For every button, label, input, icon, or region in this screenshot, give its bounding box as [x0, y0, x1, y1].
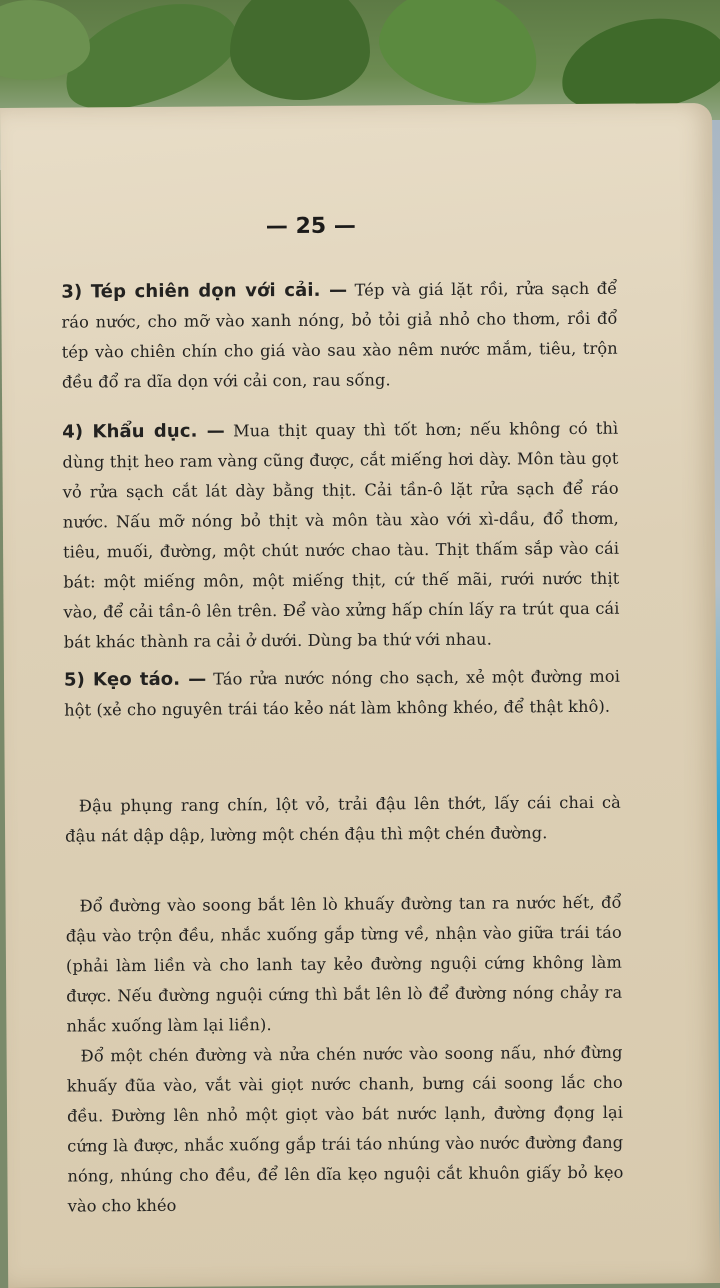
section-4-heading: 4) Khẩu dục. — — [62, 420, 225, 443]
page-number: — 25 — — [265, 213, 356, 240]
section-5-paragraph-3: Đổ đường vào soong bắt lên lò khuấy đường tan ra nước hết, đổ đậu vào trộn đều, nhắc xuống gắp từng về, nhận vào giữa trái táo (phải làm liền và cho lanh tay kẻo đường nguội cứng không làm được. Nếu đường nguội cứng thì bắt lên lò để đường nóng chảy ra nhắc xuống làm lại liền). — [65, 892, 623, 1036]
section-5-body: Táo rửa nước nóng cho sạch, xẻ một đường moi hột (xẻ cho nguyên trái táo kẻo nát làm không khéo, để thật khô). — [64, 666, 621, 720]
section-5-paragraph-4: Đổ một chén đường và nửa chén nước vào soong nấu, nhớ đừng khuấy đũa vào, vắt vài giọt nước chanh, bưng cái soong lắc cho đều. Đường lên nhỏ một giọt vào bát nước lạnh, đường đọng lại cứng là được, nhắc xuống gắp trái táo nhúng vào nước đường đang nóng, nhúng cho đều, để lên dĩa kẹo nguội cắt khuôn giấy bỏ kẹo vào cho khéo — [66, 1042, 624, 1216]
section-5-paragraph-2: Đậu phụng rang chín, lột vỏ, trải đậu lên thớt, lấy cái chai cà đậu nát dập dập, lường một chén đậu thì một chén đường. — [65, 792, 621, 846]
section-3 — [61, 274, 618, 398]
section-3-heading: 3) Tép chiên dọn với cải. — — [61, 279, 348, 303]
section-5-heading: 5) Kẹo táo. — — [63, 668, 207, 691]
section-4 — [62, 414, 620, 658]
section-5 — [64, 662, 620, 726]
section-3-body: Tép và giá lặt rồi, rửa sạch để ráo nước, cho mỡ vào xanh nóng, bỏ tỏi giả nhỏ cho thơm, rồi đổ tép vào chiên chín cho giá vào sau xào nêm nước mắm, tiêu, trộn đều đổ ra dĩa dọn với cải con, rau sống. — [61, 278, 618, 392]
book-page — [0, 103, 720, 1288]
leaf-shape — [230, 0, 370, 100]
section-4-body: Mua thịt quay thì tốt hơn; nếu không có thì dùng thịt heo ram vàng cũng được, cắt miếng hơi dày. Môn tàu gọt vỏ rửa sạch cắt lát dày bằng thịt. Cải tần-ô lặt rửa sạch để ráo nước. Nấu mỡ nóng bỏ thịt và môn tàu xào với xì-dầu, đổ thơm, tiêu, muối, đường, một chút nước chao tàu. Thịt thấm sắp vào cái bát: một miếng môn, một miếng thịt, cứ thế mãi, rưới nước thịt vào, để cải tần-ô lên trên. Để vào xửng hấp chín lấy ra trút qua cái bát khác thành ra cải ở dưới. Dùng ba thứ với nhau. — [62, 418, 620, 652]
leaf-shape — [368, 0, 551, 119]
leaf-shape — [0, 0, 90, 80]
